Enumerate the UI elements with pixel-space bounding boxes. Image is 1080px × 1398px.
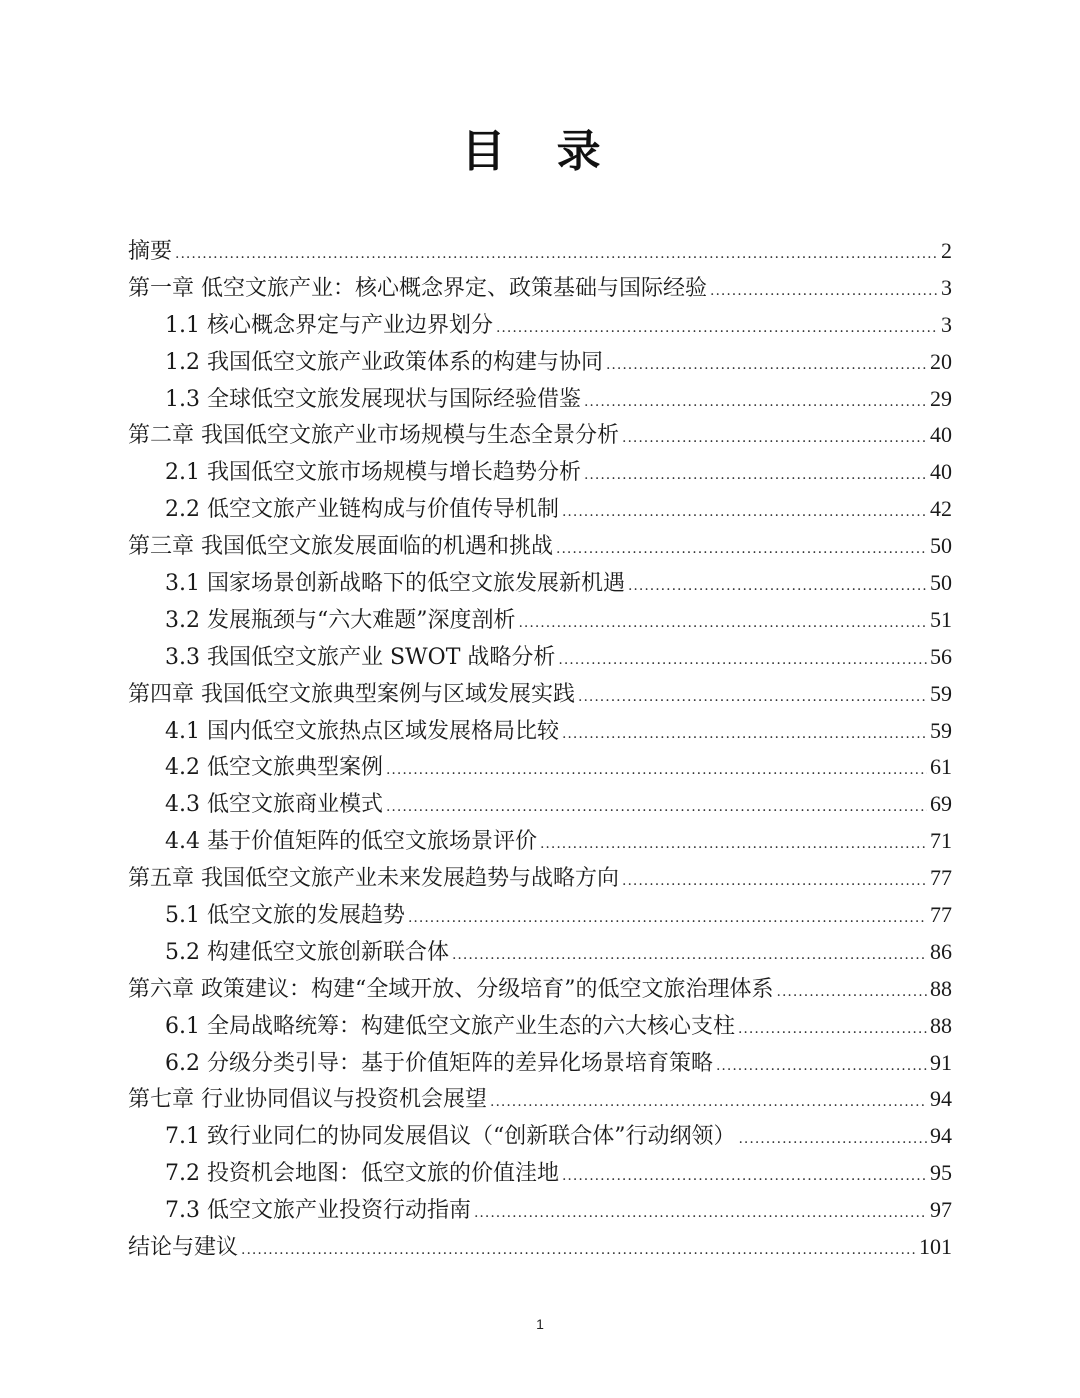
toc-dot-leader: [622, 863, 927, 900]
toc-entry-label: 第一章 低空文旅产业：核心概念界定、政策基础与国际经验: [128, 275, 707, 301]
toc-dot-leader: [386, 789, 927, 826]
toc-section-entry[interactable]: [128, 1192, 952, 1229]
toc-dot-leader: [452, 937, 927, 974]
toc-section-entry[interactable]: [128, 823, 952, 860]
toc-entry-page-number: 42: [930, 496, 952, 522]
toc-entry-page-number: 59: [930, 717, 952, 743]
toc-entry-label: 摘要: [128, 239, 173, 264]
toc-entry-page-number: 97: [930, 1197, 952, 1223]
toc-section-entry[interactable]: [128, 749, 952, 786]
toc-entry-page-number: 50: [930, 570, 952, 596]
toc-entry-page-number: 61: [930, 754, 952, 780]
toc-section-entry[interactable]: [128, 1155, 952, 1192]
toc-entry-page-number: 3: [941, 311, 952, 337]
toc-entry-page-number: 77: [930, 865, 952, 891]
toc-dot-leader: [584, 457, 927, 494]
toc-entry-page-number: 71: [930, 828, 952, 854]
toc-entry-label: 6.2 分级分类引导：基于价值矩阵的差异化场景培育策略: [165, 1050, 713, 1076]
toc-entry-label: 5.1 低空文旅的发展趋势: [165, 903, 405, 929]
toc-chapter-entry[interactable]: [128, 676, 952, 713]
toc-chapter-entry[interactable]: [128, 528, 952, 565]
toc-dot-leader: [738, 1011, 927, 1048]
toc-entry-page-number: 3: [941, 274, 952, 300]
toc-dot-leader: [584, 384, 927, 421]
toc-section-entry[interactable]: [128, 639, 952, 676]
toc-entry-label: 7.2 投资机会地图：低空文旅的价值洼地: [165, 1161, 559, 1187]
toc-entry-page-number: 20: [930, 348, 952, 374]
toc-section-entry[interactable]: [128, 307, 952, 344]
toc-section-entry[interactable]: [128, 602, 952, 639]
toc-entry-page-number: 50: [930, 533, 952, 559]
toc-section-entry[interactable]: [128, 934, 952, 971]
toc-entry-label: 第六章 政策建议：构建“全域开放、分级培育”的低空文旅治理体系: [128, 976, 774, 1002]
toc-entry-label: 7.1 致行业同仁的协同发展倡议（“创新联合体”行动纲领）: [165, 1124, 736, 1150]
toc-section-entry[interactable]: [128, 381, 952, 418]
toc-entry-label: 第三章 我国低空文旅发展面临的机遇和挑战: [128, 534, 553, 560]
toc-dot-leader: [540, 826, 927, 863]
toc-entry-label: 7.3 低空文旅产业投资行动指南: [165, 1198, 471, 1224]
toc-entry-page-number: 101: [919, 1234, 952, 1260]
toc-entry-page-number: 56: [930, 643, 952, 669]
toc-section-entry[interactable]: [128, 786, 952, 823]
toc-section-entry[interactable]: [128, 454, 952, 491]
toc-dot-leader: [777, 974, 928, 1011]
toc-entry-page-number: 59: [930, 680, 952, 706]
toc-entry-label: 1.3 全球低空文旅发展现状与国际经验借鉴: [165, 386, 581, 412]
toc-entry-label: 1.2 我国低空文旅产业政策体系的构建与协同: [165, 349, 603, 375]
toc-dot-leader: [578, 679, 927, 716]
toc-entry-page-number: 91: [930, 1049, 952, 1075]
toc-chapter-entry[interactable]: [128, 1229, 952, 1266]
toc-entry-label: 结论与建议: [128, 1235, 239, 1261]
toc-dot-leader: [710, 273, 938, 310]
toc-entry-page-number: 2: [941, 238, 952, 263]
toc-entry-label: 第七章 行业协同倡议与投资机会展望: [128, 1087, 487, 1113]
toc-chapter-entry[interactable]: [128, 1081, 952, 1118]
toc-entry-label: 3.3 我国低空文旅产业 SWOT 战略分析: [165, 644, 556, 670]
toc-dot-leader: [408, 900, 927, 937]
toc-dot-leader: [556, 531, 927, 568]
toc-entry-page-number: 95: [930, 1160, 952, 1186]
toc-section-entry[interactable]: [128, 491, 952, 528]
table-of-contents: [128, 233, 952, 1266]
toc-chapter-entry[interactable]: [128, 860, 952, 897]
toc-dot-leader: [562, 1158, 927, 1195]
toc-entry-label: 3.2 发展瓶颈与“六大难题”深度剖析: [165, 607, 516, 633]
toc-chapter-entry[interactable]: [128, 971, 952, 1008]
toc-entry-label: 1.1 核心概念界定与产业边界划分: [165, 312, 493, 338]
toc-dot-leader: [738, 1121, 927, 1158]
page-title: 目 录: [461, 126, 619, 177]
toc-dot-leader: [175, 236, 938, 273]
toc-entry-label: 第二章 我国低空文旅产业市场规模与生态全景分析: [128, 423, 619, 449]
toc-entry-page-number: 29: [930, 385, 952, 411]
toc-entry-label: 3.1 国家场景创新战略下的低空文旅发展新机遇: [165, 571, 625, 597]
page-number: 1: [536, 1316, 544, 1332]
toc-entry-label: 4.1 国内低空文旅热点区域发展格局比较: [165, 718, 559, 744]
toc-dot-leader: [474, 1195, 927, 1232]
toc-dot-leader: [518, 605, 927, 642]
toc-entry-page-number: 88: [930, 975, 952, 1001]
toc-section-entry[interactable]: [128, 1008, 952, 1045]
toc-entry-page-number: 51: [930, 606, 952, 632]
toc-section-entry[interactable]: [128, 1118, 952, 1155]
toc-dot-leader: [562, 494, 927, 531]
toc-entry-label: 6.1 全局战略统筹：构建低空文旅产业生态的六大核心支柱: [165, 1013, 735, 1039]
toc-entry-page-number: 69: [930, 791, 952, 817]
toc-dot-leader: [628, 568, 927, 605]
toc-dot-leader: [716, 1048, 927, 1085]
toc-entry-page-number: 40: [930, 459, 952, 485]
toc-entry-page-number: 86: [930, 938, 952, 964]
toc-entry-page-number: 88: [930, 1012, 952, 1038]
toc-dot-leader: [562, 716, 927, 753]
toc-entry-page-number: 94: [930, 1086, 952, 1112]
toc-dot-leader: [558, 642, 927, 679]
toc-entry-page-number: 40: [930, 422, 952, 448]
toc-entry-label: 第四章 我国低空文旅典型案例与区域发展实践: [128, 681, 575, 707]
toc-entry-page-number: 94: [930, 1123, 952, 1149]
toc-dot-leader: [606, 347, 927, 384]
toc-dot-leader: [490, 1084, 927, 1121]
toc-section-entry[interactable]: [128, 713, 952, 750]
toc-entry-label: 4.3 低空文旅商业模式: [165, 792, 383, 818]
toc-entry-label: 第五章 我国低空文旅产业未来发展趋势与战略方向: [128, 866, 619, 892]
toc-entry-label: 4.4 基于价值矩阵的低空文旅场景评价: [165, 829, 537, 855]
toc-dot-leader: [386, 752, 927, 789]
toc-chapter-entry[interactable]: [128, 233, 952, 270]
toc-dot-leader: [241, 1232, 916, 1269]
toc-entry-label: 4.2 低空文旅典型案例: [165, 755, 383, 781]
toc-section-entry[interactable]: [128, 1045, 952, 1082]
toc-entry-page-number: 77: [930, 902, 952, 928]
toc-entry-label: 2.1 我国低空文旅市场规模与增长趋势分析: [165, 460, 581, 486]
toc-section-entry[interactable]: [128, 565, 952, 602]
toc-chapter-entry[interactable]: [128, 417, 952, 454]
toc-section-entry[interactable]: [128, 897, 952, 934]
toc-dot-leader: [496, 310, 938, 347]
toc-section-entry[interactable]: [128, 344, 952, 381]
toc-dot-leader: [622, 420, 927, 457]
toc-entry-label: 2.2 低空文旅产业链构成与价值传导机制: [165, 497, 559, 523]
toc-entry-label: 5.2 构建低空文旅创新联合体: [165, 939, 449, 965]
toc-chapter-entry[interactable]: [128, 270, 952, 307]
